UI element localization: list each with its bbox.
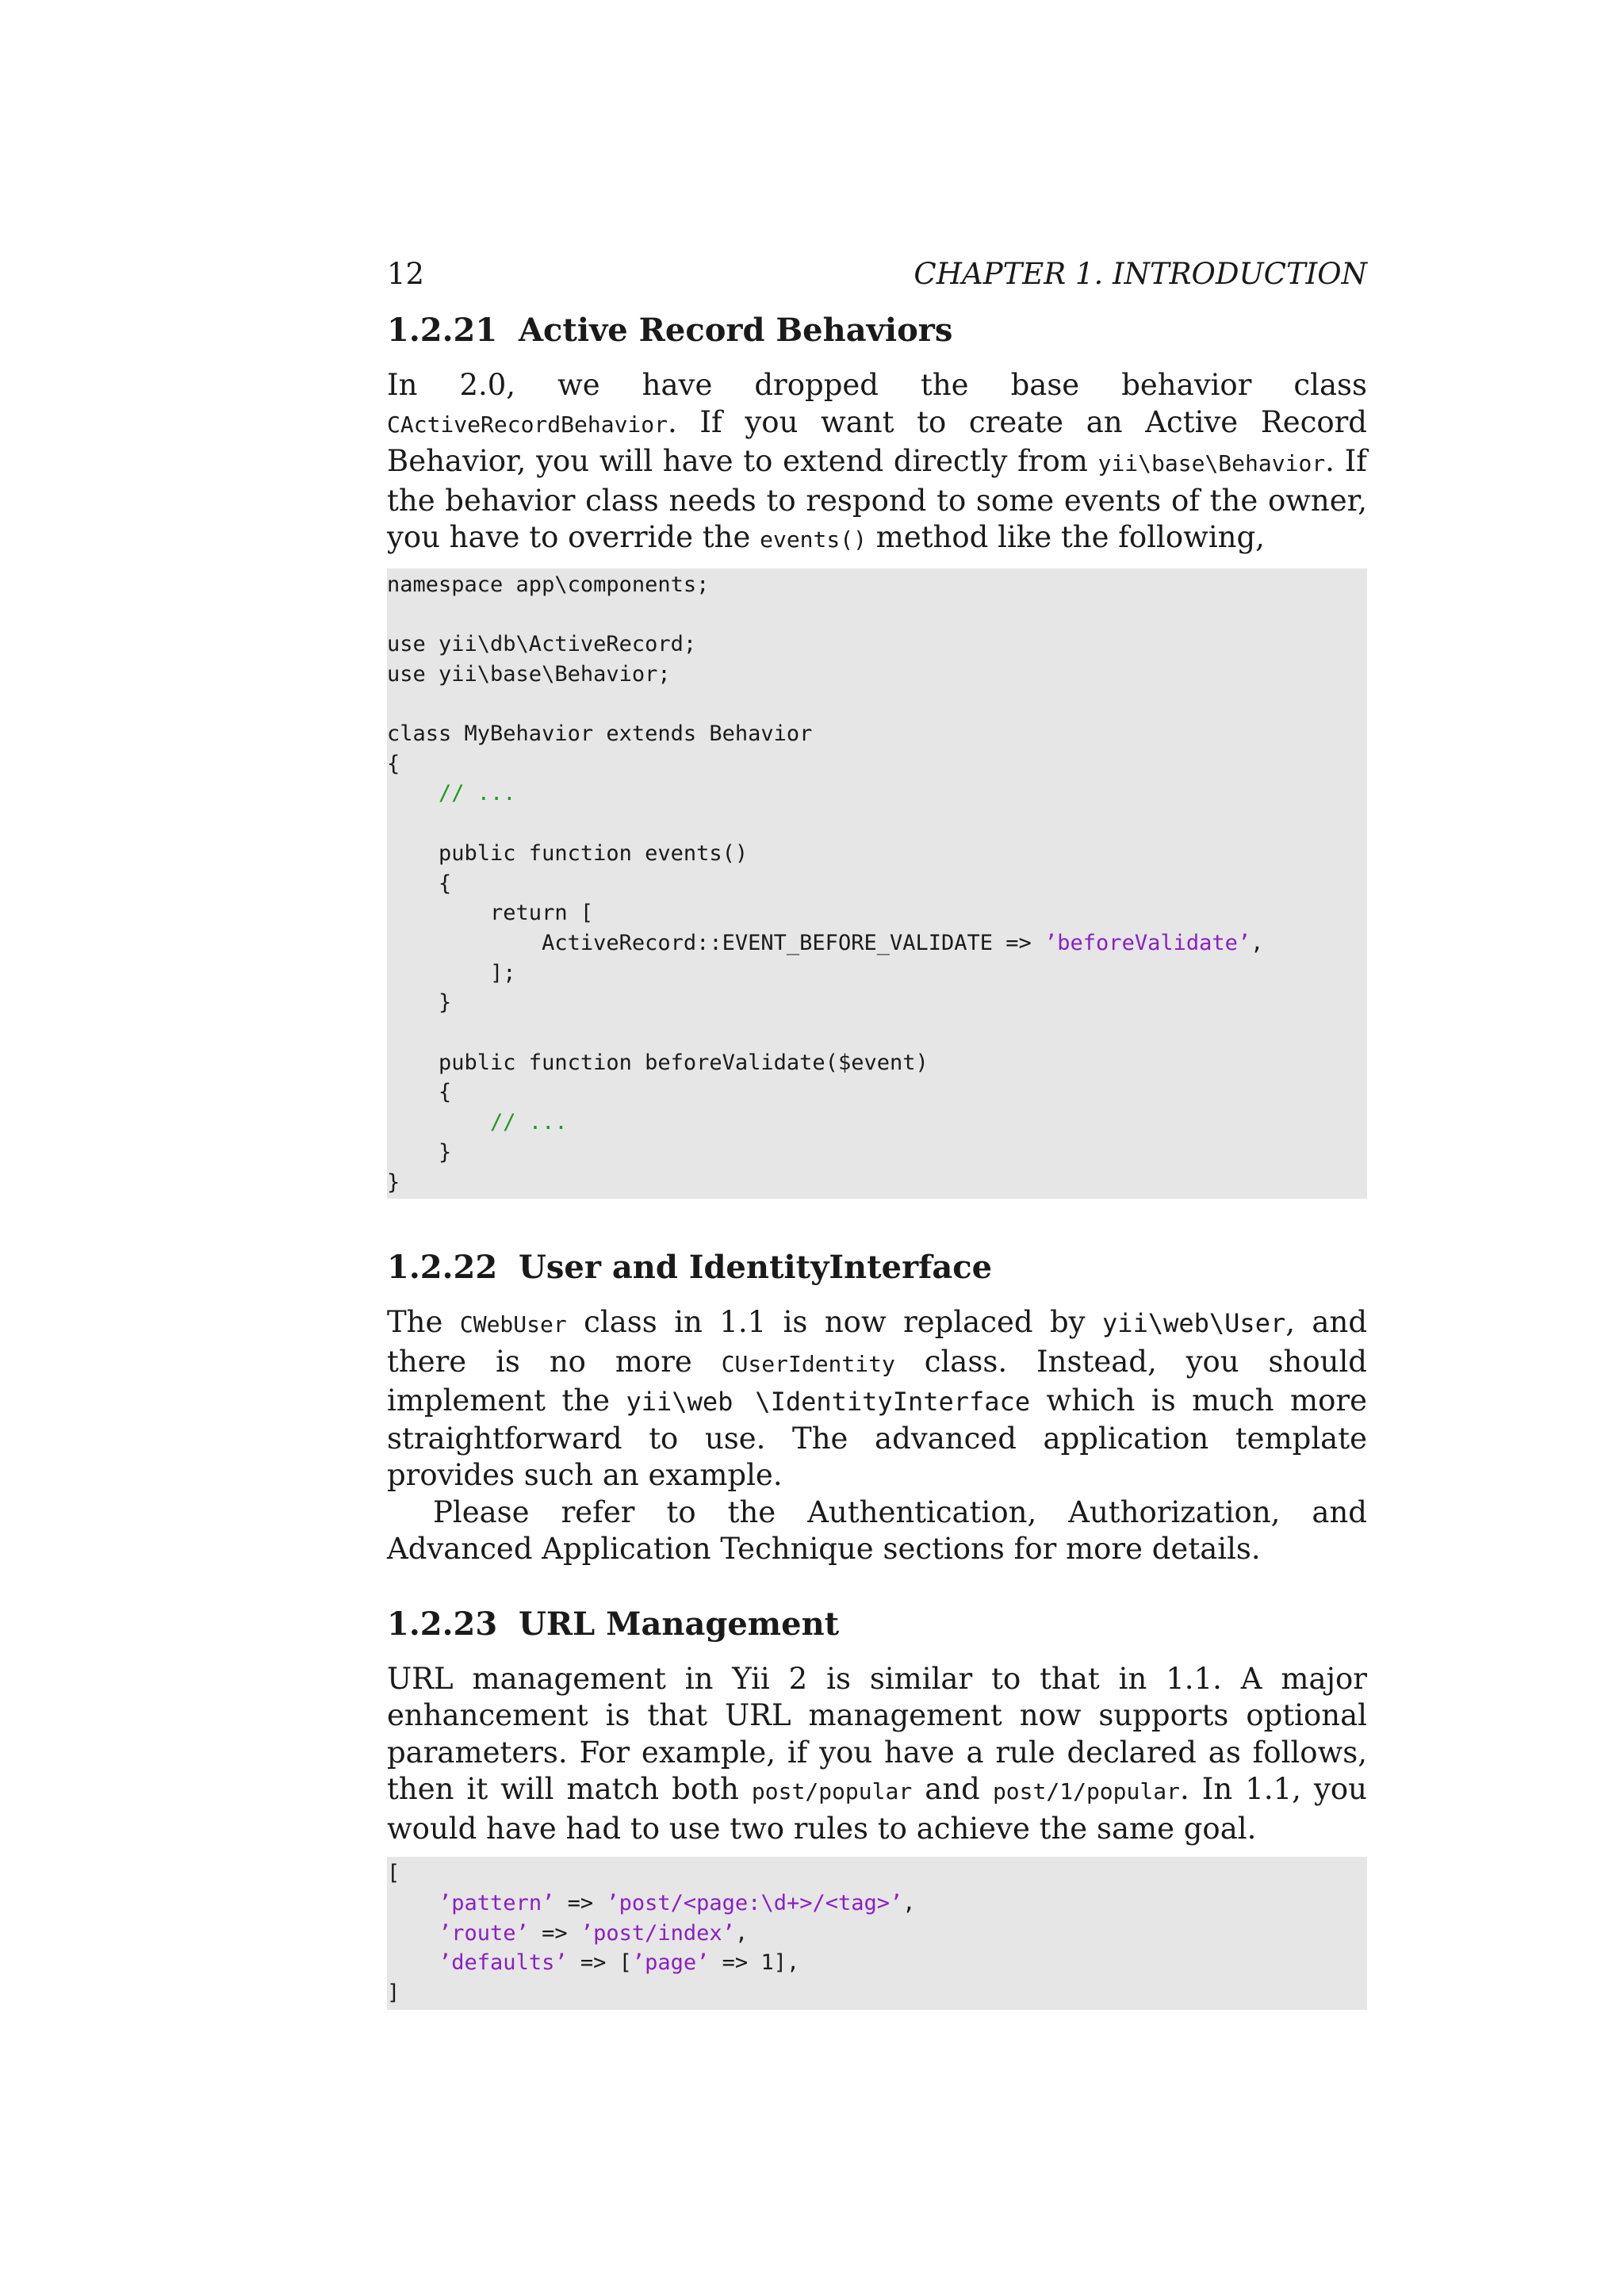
code-string: ’page’ [631, 1950, 710, 1976]
code-punct: => [ [567, 1950, 632, 1976]
code-punct: => 1], [709, 1950, 800, 1976]
inline-code: events() [760, 526, 867, 553]
text-run: . If the behavior class needs to respond to some events of the owner, you have to override the [387, 444, 1367, 554]
code-line: public function beforeValidate($event) [387, 1050, 929, 1075]
code-line: { [387, 1080, 452, 1105]
code-string: ’pattern’ [439, 1890, 555, 1915]
page [387, 255, 1367, 2010]
code-line: { [387, 871, 452, 896]
code-line: ActiveRecord::EVENT_BEFORE_VALIDATE => [387, 930, 1045, 955]
inline-code: yii\web\User [1102, 1308, 1286, 1339]
code-punct: => [554, 1890, 607, 1915]
code-line: } [387, 1169, 400, 1195]
inline-code: post/popular [751, 1778, 913, 1805]
section-heading-1-2-21 [387, 311, 1367, 350]
page-number: 12 [387, 257, 425, 291]
running-head [387, 255, 1367, 293]
inline-code: CWebUser [459, 1311, 567, 1338]
code-line: [ [387, 1861, 400, 1886]
inline-code: post/1/popular [992, 1778, 1180, 1805]
inline-code: CActiveRecordBehavior [387, 411, 668, 438]
code-string: ’beforeValidate’ [1044, 930, 1251, 955]
code-punct: => [528, 1920, 580, 1946]
code-punct: , [1251, 930, 1264, 955]
paragraph-active-record-behaviors [387, 367, 1367, 559]
inline-code: yii\base\Behavior [1097, 450, 1326, 476]
code-line: namespace app\components; [387, 572, 710, 597]
code-line: ] [387, 1980, 400, 2006]
text-run: . In 1.1, you would have had to use two rules to achieve the same goal. [387, 1772, 1367, 1846]
code-line: use yii\db\ActiveRecord; [387, 631, 697, 656]
chapter-title: CHAPTER 1. INTRODUCTION [914, 257, 1367, 291]
code-string: ’defaults’ [439, 1950, 568, 1976]
code-comment: // ... [490, 1110, 568, 1135]
text-run: class in 1.1 is now replaced by [566, 1305, 1103, 1340]
code-line: class MyBehavior extends Behavior [387, 721, 813, 747]
code-block-url-rule [387, 1857, 1367, 2010]
code-punct: , [734, 1920, 749, 1946]
text-run: method like the following, [866, 520, 1265, 554]
text-run: which is much more straightforward to use. The advanced application template provides such an example. [387, 1383, 1367, 1493]
code-line: { [387, 751, 400, 776]
code-string: ’route’ [439, 1920, 529, 1946]
code-comment: // ... [439, 781, 516, 806]
section-title: URL Management [519, 1605, 840, 1643]
section-number: 1.2.22 [387, 1249, 498, 1287]
paragraph-url-management [387, 1661, 1367, 1848]
code-block-behavior [387, 568, 1367, 1200]
text-run: In 2.0, we have dropped the base behavior class [387, 368, 1367, 402]
paragraph-refer-sections: Please refer to the Authentication, Authorization, and Advanced Application Technique sections for more details. [387, 1494, 1367, 1567]
text-run: , and there is no more [387, 1305, 1367, 1379]
code-line: use yii\base\Behavior; [387, 661, 671, 687]
section-number: 1.2.21 [387, 312, 498, 349]
inline-code: CUserIdentity [721, 1350, 895, 1377]
code-string: ’post/<page:\d+>/<tag>’ [606, 1890, 903, 1915]
code-line: } [387, 1139, 452, 1165]
section-heading-1-2-23 [387, 1605, 1367, 1644]
section-title: Active Record Behaviors [519, 312, 953, 349]
code-line: ]; [387, 960, 516, 985]
text-run: and [912, 1772, 993, 1807]
code-punct: , [902, 1890, 916, 1915]
code-line: public function events() [387, 840, 749, 866]
code-line: } [387, 990, 452, 1016]
text-run: class. Instead, you should implement the [387, 1344, 1367, 1418]
code-line: return [ [387, 901, 594, 926]
paragraph-user-identity [387, 1304, 1367, 1494]
code-string: ’post/index’ [580, 1920, 735, 1946]
inline-code: yii\web \IdentityInterface [626, 1387, 1031, 1418]
text-run: . If you want to create an Active Record Behavior, you will have to extend directly from [387, 404, 1367, 478]
section-heading-1-2-22 [387, 1248, 1367, 1288]
text-run: URL management in Yii 2 is similar to that in 1.1. A major enhancement is that URL management now supports optional parameters. For example, if you have a rule declared as follows, then it will match both [387, 1661, 1367, 1807]
section-number: 1.2.23 [387, 1605, 498, 1643]
text-run: The [387, 1305, 460, 1340]
section-title: User and IdentityInterface [519, 1249, 993, 1287]
